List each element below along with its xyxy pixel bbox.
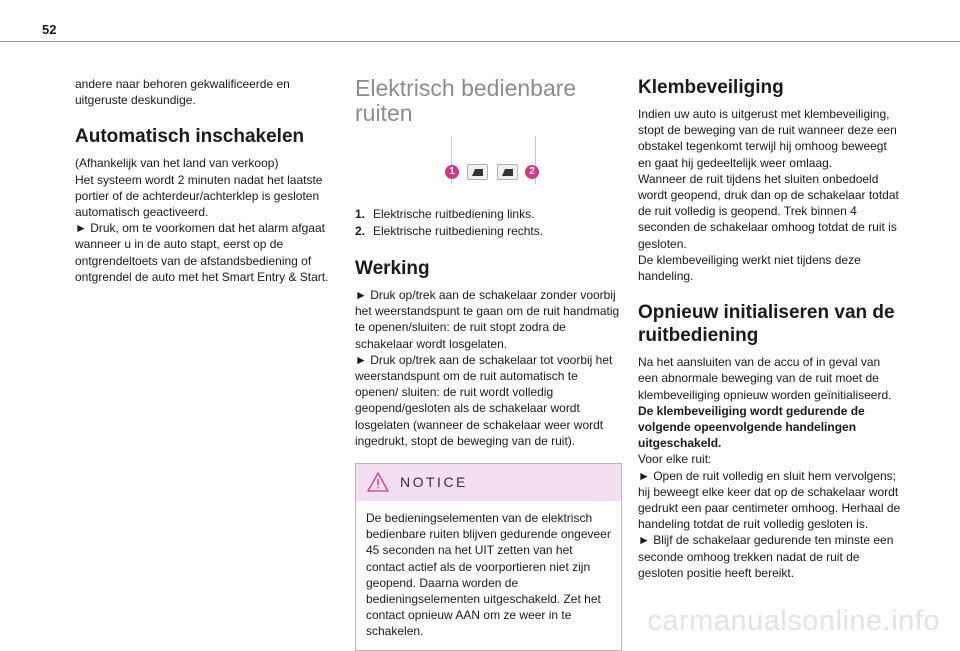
paragraph: ► Open de ruit volledig en sluit hem vervolgens; hij beweegt elke keer dat op de schakelaar wordt gedrukt een paar centimeter omhoog. Herhaal de handeling totdat de ruit volledig gesloten is. xyxy=(638,468,901,532)
header-divider xyxy=(0,41,960,42)
notice-box xyxy=(355,463,622,651)
intro-text: andere naar behoren gekwalificeerde en uitgeruste deskundige. xyxy=(75,77,290,108)
callout-badge-2: 2 xyxy=(525,165,539,179)
column-left xyxy=(75,76,337,285)
paragraph: De klembeveiliging werkt niet tijdens deze handeling. xyxy=(638,252,861,284)
paragraph: ► Druk op/trek aan de schakelaar tot voorbij het weerstandspunt om de ruit automatisch te openen/ sluiten: de ruit wordt volledig geopend/gesloten als de schakelaar wordt losgelaten (wanneer de schakelaar weer wordt ingedrukt, stopt de beweging van de ruit). xyxy=(355,352,613,448)
watermark: carmanualsonline.info xyxy=(647,605,940,637)
column-right xyxy=(638,76,903,581)
paragraph: Wanneer de ruit tijdens het sluiten onbedoeld wordt geopend, druk dan op de schakelaar totdat de ruit volledig is geopend. Trek binnen 4 seconden de schakelaar omhoog totdat de ruit is gesloten. xyxy=(638,171,899,251)
heading-klembeveiliging: Klembeveiliging xyxy=(638,77,784,98)
window-switch-right-icon xyxy=(497,164,518,180)
column-middle xyxy=(355,76,623,651)
paragraph-bold: De klembeveiliging wordt gedurende de volgende opeenvolgende handelingen uitgeschakeld. xyxy=(638,403,865,451)
paragraph: Indien uw auto is uitgerust met klembeveiliging, stopt de beweging van de ruit wanneer deze een obstakel tegenkomt terwijl hij omhoog beweegt en gaat hij gedeeltelijk weer omlaag. xyxy=(638,107,897,170)
window-switch-left-icon xyxy=(467,164,488,180)
paragraph: Na het aansluiten van de accu of in geval van een abnormale beweging van de ruit moet de klembeveiliging opnieuw worden geïnitialiseerd. xyxy=(638,355,892,402)
notice-text: De bedieningselementen van de elektrisch bedienbare ruiten blijven gedurende ongeveer 45 seconden na het UIT zetten van het contact actief als de voorportieren niet zijn geopend. Daarna worden de bedieningselementen uitgeschakeld. Zet het contact opnieuw AAN om ze weer in te schakelen. xyxy=(366,511,611,639)
notice-title: NOTICE xyxy=(400,474,468,491)
legend-list xyxy=(355,206,623,240)
window-switch-figure xyxy=(445,136,541,194)
heading-automatisch-inschakelen: Automatisch inschakelen xyxy=(75,126,305,148)
list-item: 2. Elektrische ruitbediening rechts. xyxy=(355,224,544,238)
heading-werking: Werking xyxy=(355,258,430,279)
paragraph: (Afhankelijk van het land van verkoop) xyxy=(75,156,279,171)
paragraph: Het systeem wordt 2 minuten nadat het laatste portier of de achterdeur/achterklep is gesloten automatisch geactiveerd. xyxy=(75,172,323,220)
paragraph: Voor elke ruit: xyxy=(638,452,712,467)
callout-badge-1: 1 xyxy=(445,165,459,179)
paragraph: ► Druk op/trek aan de schakelaar zonder voorbij het weerstandspunt te gaan om de ruit handmatig te openen/sluiten: de ruit stopt zodra de schakelaar wordt losgelaten. xyxy=(355,288,620,351)
section-title: Elektrisch bedienbare ruiten xyxy=(355,75,577,126)
paragraph: ► Blijf de schakelaar gedurende ten minste een seconde omhoog trekken nadat de ruit de gesloten positie heeft bereikt. xyxy=(638,533,894,580)
paragraph: ► Druk, om te voorkomen dat het alarm afgaat wanneer u in de auto stapt, eerst op de ontgrendeltoets van de afstandsbediening of ontgrendel de auto met het Smart Entry & Start. xyxy=(75,221,329,284)
notice-header xyxy=(356,464,621,501)
page-number: 52 xyxy=(42,22,57,37)
list-item: 1. Elektrische ruitbediening links. xyxy=(355,207,535,221)
heading-opnieuw-initialiseren: Opnieuw initialiseren van de ruitbediening xyxy=(638,302,895,347)
warning-icon xyxy=(367,472,389,492)
